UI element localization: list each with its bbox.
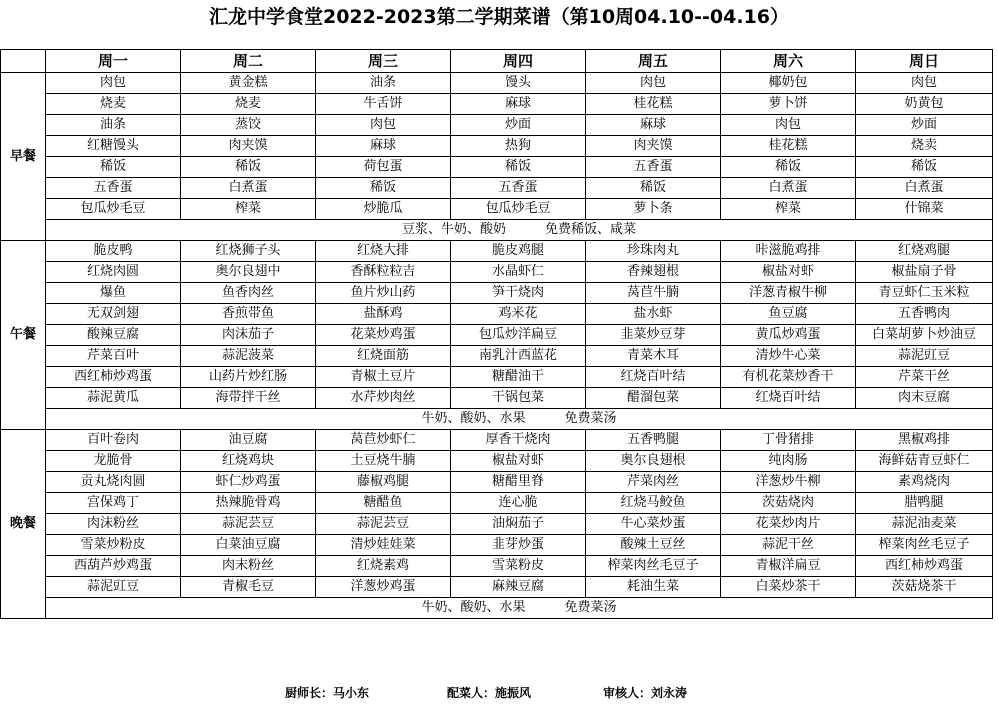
header-row — [1, 50, 993, 73]
dish-cell: 红烧肉圆 — [46, 262, 181, 283]
dish-cell: 洋葱炒鸡蛋 — [316, 577, 451, 598]
dish-cell: 有机花菜炒香干 — [721, 367, 856, 388]
dish-cell: 牛舌饼 — [316, 94, 451, 115]
day-header: 周一 — [46, 50, 181, 73]
dish-cell: 稀饭 — [586, 178, 721, 199]
dish-cell: 蒜泥黄瓜 — [46, 388, 181, 409]
dish-cell: 榨菜肉丝毛豆子 — [856, 535, 993, 556]
dish-cell: 鱼豆腐 — [721, 304, 856, 325]
dish-cell: 青椒毛豆 — [181, 577, 316, 598]
menu-row — [1, 199, 993, 220]
dish-cell: 爆鱼 — [46, 283, 181, 304]
dish-cell: 青豆虾仁玉米粒 — [856, 283, 993, 304]
dish-cell: 藤椒鸡腿 — [316, 472, 451, 493]
dish-cell: 红糖馒头 — [46, 136, 181, 157]
dish-cell: 蒜泥油麦菜 — [856, 514, 993, 535]
dish-cell: 盐酥鸡 — [316, 304, 451, 325]
dish-cell: 蒜泥干丝 — [721, 535, 856, 556]
dish-cell: 烧麦 — [46, 94, 181, 115]
dish-cell: 笋干烧肉 — [451, 283, 586, 304]
dish-cell: 稀饭 — [46, 157, 181, 178]
dish-cell: 红烧狮子头 — [181, 241, 316, 262]
dish-cell: 青椒洋扁豆 — [721, 556, 856, 577]
menu-row — [1, 262, 993, 283]
dish-cell: 南乳汁西蓝花 — [451, 346, 586, 367]
planner-signature — [447, 684, 531, 701]
menu-row — [1, 136, 993, 157]
dish-cell: 五香蛋 — [46, 178, 181, 199]
meal-label: 午餐 — [1, 241, 46, 430]
day-header: 周四 — [451, 50, 586, 73]
dish-cell: 热辣脆骨鸡 — [181, 493, 316, 514]
dish-cell: 韭菜炒豆芽 — [586, 325, 721, 346]
dish-cell: 奶黄包 — [856, 94, 993, 115]
dish-cell: 肉沫粉丝 — [46, 514, 181, 535]
dish-cell: 烧卖 — [856, 136, 993, 157]
dish-cell: 椒盐对虾 — [451, 451, 586, 472]
dish-cell: 椒盐扇子骨 — [856, 262, 993, 283]
dish-cell: 莴苣牛腩 — [586, 283, 721, 304]
menu-row — [1, 325, 993, 346]
dish-cell: 肉包 — [46, 73, 181, 94]
dish-cell: 贡丸烧肉圆 — [46, 472, 181, 493]
dish-cell: 奥尔良翅中 — [181, 262, 316, 283]
dish-cell: 酸辣豆腐 — [46, 325, 181, 346]
menu-body — [1, 73, 993, 619]
dish-cell: 馒头 — [451, 73, 586, 94]
reviewer-label: 审核人： — [603, 686, 652, 700]
day-header: 周五 — [586, 50, 721, 73]
dish-cell: 土豆烧牛腩 — [316, 451, 451, 472]
dish-cell: 肉包 — [586, 73, 721, 94]
dish-cell: 红烧鸡块 — [181, 451, 316, 472]
dish-cell: 糖醋里脊 — [451, 472, 586, 493]
dish-cell: 稀饭 — [721, 157, 856, 178]
dish-cell: 油豆腐 — [181, 430, 316, 451]
dish-cell: 清炒娃娃菜 — [316, 535, 451, 556]
dish-cell: 肉末豆腐 — [856, 388, 993, 409]
dish-cell: 红烧大排 — [316, 241, 451, 262]
dish-cell: 萝卜饼 — [721, 94, 856, 115]
dish-cell: 烧麦 — [181, 94, 316, 115]
dish-cell: 肉包 — [856, 73, 993, 94]
dish-cell: 芹菜肉丝 — [586, 472, 721, 493]
dish-cell: 香辣翅根 — [586, 262, 721, 283]
dish-cell: 花菜炒肉片 — [721, 514, 856, 535]
dish-cell: 炒面 — [451, 115, 586, 136]
dish-cell: 清炒牛心菜 — [721, 346, 856, 367]
dish-cell: 五香鸭腿 — [586, 430, 721, 451]
dish-cell: 韭芽炒蛋 — [451, 535, 586, 556]
dish-cell: 五香鸭肉 — [856, 304, 993, 325]
menu-row — [1, 367, 993, 388]
dish-cell: 茨菇烧茶干 — [856, 577, 993, 598]
menu-row — [1, 283, 993, 304]
dish-cell: 素鸡烧肉 — [856, 472, 993, 493]
menu-row — [1, 178, 993, 199]
dish-cell: 油条 — [46, 115, 181, 136]
dish-cell: 洋葱炒牛柳 — [721, 472, 856, 493]
menu-row — [1, 241, 993, 262]
meal-extras: 牛奶、酸奶、水果 免费菜汤 — [46, 598, 993, 619]
extras-row — [1, 598, 993, 619]
dish-cell: 白煮蛋 — [721, 178, 856, 199]
dish-cell: 西红柿炒鸡蛋 — [856, 556, 993, 577]
day-header: 周二 — [181, 50, 316, 73]
dish-cell: 什锦菜 — [856, 199, 993, 220]
dish-cell: 榨菜 — [181, 199, 316, 220]
dish-cell: 百叶卷肉 — [46, 430, 181, 451]
day-header: 周三 — [316, 50, 451, 73]
menu-row — [1, 535, 993, 556]
menu-row — [1, 514, 993, 535]
dish-cell: 虾仁炒鸡蛋 — [181, 472, 316, 493]
meal-label: 晚餐 — [1, 430, 46, 619]
dish-cell: 香酥粒粒吉 — [316, 262, 451, 283]
dish-cell: 荷包蛋 — [316, 157, 451, 178]
dish-cell: 红烧百叶结 — [721, 388, 856, 409]
dish-cell: 糖醋鱼 — [316, 493, 451, 514]
dish-cell: 蒸饺 — [181, 115, 316, 136]
dish-cell: 麻辣豆腐 — [451, 577, 586, 598]
dish-cell: 纯肉肠 — [721, 451, 856, 472]
dish-cell: 雪菜粉皮 — [451, 556, 586, 577]
dish-cell: 海带拌干丝 — [181, 388, 316, 409]
dish-cell: 五香蛋 — [451, 178, 586, 199]
dish-cell: 西葫芦炒鸡蛋 — [46, 556, 181, 577]
dish-cell: 红烧马鲛鱼 — [586, 493, 721, 514]
dish-cell: 水芹炒肉丝 — [316, 388, 451, 409]
dish-cell: 龙脆骨 — [46, 451, 181, 472]
dish-cell: 鱼片炒山药 — [316, 283, 451, 304]
day-header: 周日 — [856, 50, 993, 73]
menu-row — [1, 493, 993, 514]
meal-label: 早餐 — [1, 73, 46, 241]
dish-cell: 雪菜炒粉皮 — [46, 535, 181, 556]
dish-cell: 肉夹馍 — [586, 136, 721, 157]
dish-cell: 茨菇烧肉 — [721, 493, 856, 514]
dish-cell: 椰奶包 — [721, 73, 856, 94]
menu-row — [1, 73, 993, 94]
extras-row — [1, 409, 993, 430]
dish-cell: 包瓜炒毛豆 — [46, 199, 181, 220]
dish-cell: 榨菜 — [721, 199, 856, 220]
dish-cell: 脆皮鸡腿 — [451, 241, 586, 262]
menu-row — [1, 388, 993, 409]
chef-signature — [285, 684, 369, 701]
meal-extras: 牛奶、酸奶、水果 免费菜汤 — [46, 409, 993, 430]
dish-cell: 黑椒鸡排 — [856, 430, 993, 451]
dish-cell: 脆皮鸭 — [46, 241, 181, 262]
dish-cell: 油条 — [316, 73, 451, 94]
dish-cell: 黄金糕 — [181, 73, 316, 94]
dish-cell: 耗油生菜 — [586, 577, 721, 598]
dish-cell: 香煎带鱼 — [181, 304, 316, 325]
dish-cell: 稀饭 — [451, 157, 586, 178]
dish-cell: 热狗 — [451, 136, 586, 157]
extras-row — [1, 220, 993, 241]
dish-cell: 红烧百叶结 — [586, 367, 721, 388]
dish-cell: 西红柿炒鸡蛋 — [46, 367, 181, 388]
dish-cell: 无双剑翅 — [46, 304, 181, 325]
footer-signatures — [0, 682, 998, 702]
dish-cell: 白菜炒茶干 — [721, 577, 856, 598]
menu-row — [1, 346, 993, 367]
dish-cell: 水晶虾仁 — [451, 262, 586, 283]
dish-cell: 白菜油豆腐 — [181, 535, 316, 556]
dish-cell: 鱼香肉丝 — [181, 283, 316, 304]
dish-cell: 腊鸭腿 — [856, 493, 993, 514]
dish-cell: 红烧鸡腿 — [856, 241, 993, 262]
dish-cell: 黄瓜炒鸡蛋 — [721, 325, 856, 346]
dish-cell: 牛心菜炒蛋 — [586, 514, 721, 535]
dish-cell: 蒜泥芸豆 — [181, 514, 316, 535]
dish-cell: 肉包 — [316, 115, 451, 136]
menu-table — [0, 49, 993, 619]
menu-row — [1, 430, 993, 451]
planner-label: 配菜人： — [447, 686, 496, 700]
chef-label: 厨师长： — [285, 686, 334, 700]
dish-cell: 包瓜炒毛豆 — [451, 199, 586, 220]
dish-cell: 酸辣土豆丝 — [586, 535, 721, 556]
dish-cell: 连心脆 — [451, 493, 586, 514]
menu-row — [1, 115, 993, 136]
dish-cell: 红烧素鸡 — [316, 556, 451, 577]
dish-cell: 宫保鸡丁 — [46, 493, 181, 514]
menu-row — [1, 472, 993, 493]
dish-cell: 五香蛋 — [586, 157, 721, 178]
dish-cell: 稀饭 — [316, 178, 451, 199]
dish-cell: 萝卜条 — [586, 199, 721, 220]
dish-cell: 麻球 — [451, 94, 586, 115]
menu-row — [1, 94, 993, 115]
dish-cell: 青椒土豆片 — [316, 367, 451, 388]
dish-cell: 珍珠肉丸 — [586, 241, 721, 262]
dish-cell: 麻球 — [586, 115, 721, 136]
dish-cell: 盐水虾 — [586, 304, 721, 325]
meal-extras: 豆浆、牛奶、酸奶 免费稀饭、咸菜 — [46, 220, 993, 241]
menu-row — [1, 577, 993, 598]
dish-cell: 麻球 — [316, 136, 451, 157]
dish-cell: 炒脆瓜 — [316, 199, 451, 220]
dish-cell: 醋溜包菜 — [586, 388, 721, 409]
dish-cell: 白煮蛋 — [181, 178, 316, 199]
reviewer-signature — [603, 684, 687, 701]
dish-cell: 奥尔良翅根 — [586, 451, 721, 472]
dish-cell: 肉末粉丝 — [181, 556, 316, 577]
planner-name: 施振风 — [495, 686, 532, 700]
dish-cell: 包瓜炒洋扁豆 — [451, 325, 586, 346]
dish-cell: 蒜泥豇豆 — [46, 577, 181, 598]
dish-cell: 青菜木耳 — [586, 346, 721, 367]
dish-cell: 椒盐对虾 — [721, 262, 856, 283]
corner-cell — [1, 50, 46, 73]
dish-cell: 洋葱青椒牛柳 — [721, 283, 856, 304]
dish-cell: 蒜泥芸豆 — [316, 514, 451, 535]
dish-cell: 白菜胡萝卜炒油豆 — [856, 325, 993, 346]
dish-cell: 肉夹馍 — [181, 136, 316, 157]
dish-cell: 蒜泥豇豆 — [856, 346, 993, 367]
dish-cell: 干锅包菜 — [451, 388, 586, 409]
dish-cell: 炒面 — [856, 115, 993, 136]
dish-cell: 鸡米花 — [451, 304, 586, 325]
menu-row — [1, 304, 993, 325]
dish-cell: 桂花糕 — [586, 94, 721, 115]
dish-cell: 咔滋脆鸡排 — [721, 241, 856, 262]
dish-cell: 稀饭 — [856, 157, 993, 178]
dish-cell: 稀饭 — [181, 157, 316, 178]
dish-cell: 花菜炒鸡蛋 — [316, 325, 451, 346]
dish-cell: 厚香干烧肉 — [451, 430, 586, 451]
menu-row — [1, 451, 993, 472]
page-title: 汇龙中学食堂2022-2023第二学期菜谱（第10周04.10--04.16） — [208, 6, 790, 28]
dish-cell: 芹菜百叶 — [46, 346, 181, 367]
dish-cell: 山药片炒红肠 — [181, 367, 316, 388]
dish-cell: 丁骨猪排 — [721, 430, 856, 451]
menu-row — [1, 556, 993, 577]
menu-row — [1, 157, 993, 178]
dish-cell: 肉包 — [721, 115, 856, 136]
dish-cell: 芹菜干丝 — [856, 367, 993, 388]
dish-cell: 红烧面筋 — [316, 346, 451, 367]
dish-cell: 海鲜菇青豆虾仁 — [856, 451, 993, 472]
dish-cell: 榨菜肉丝毛豆子 — [586, 556, 721, 577]
dish-cell: 莴苣炒虾仁 — [316, 430, 451, 451]
reviewer-name: 刘永涛 — [651, 686, 688, 700]
dish-cell: 蒜泥菠菜 — [181, 346, 316, 367]
dish-cell: 油焖茄子 — [451, 514, 586, 535]
chef-name: 马小东 — [333, 686, 370, 700]
dish-cell: 糖醋油干 — [451, 367, 586, 388]
dish-cell: 白煮蛋 — [856, 178, 993, 199]
day-header: 周六 — [721, 50, 856, 73]
dish-cell: 肉沫茄子 — [181, 325, 316, 346]
dish-cell: 桂花糕 — [721, 136, 856, 157]
